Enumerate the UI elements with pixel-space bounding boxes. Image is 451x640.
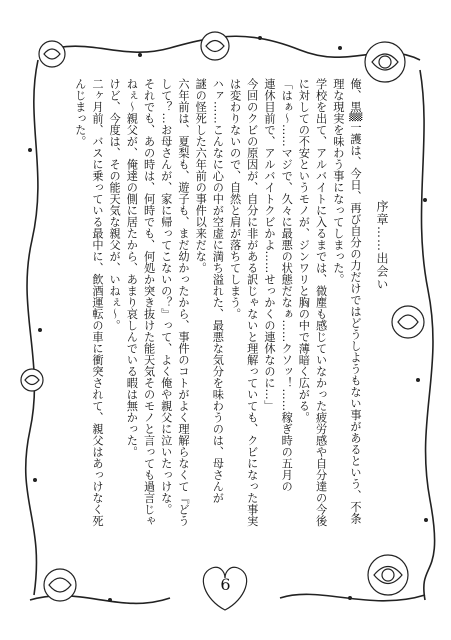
body-line: 謎の怪死した六年前の事件以来だな。 [194, 78, 208, 274]
body-line: 学校を出て、アルバイトに入るまでは、微塵も感じていなかった疲労感や自分達の今後 [314, 78, 328, 527]
rose-right-middle [392, 306, 424, 338]
body-line: 二ヶ月前、バスに乗っている最中に、飲酒運転の車に衝突されて、親父はあっけなく死 [90, 78, 104, 527]
body-line: は変わりないので、自然と肩が落ちてしまう。 [228, 78, 242, 320]
body-line: ねぇ～親父が、俺達の側に居たから、あまり哀しんでいる暇は無かった。 [125, 78, 139, 458]
left-vine [26, 60, 38, 595]
body-line: んじまった。 [73, 78, 87, 147]
rose-top-right-large [365, 42, 405, 82]
body-line: ハァ……こんなに心の中が空虚に満ち溢れた、最悪な気分を味わうのは、母さんが [211, 78, 225, 504]
top-vine [40, 36, 420, 60]
rose-top-left [39, 41, 65, 67]
body-line: 六年前は、夏梨も、遊子も、まだ幼かったから、事件のコトがよく理解らなくて『どう [176, 78, 190, 527]
body-text [52, 78, 364, 548]
body-line: 理な現実を味わう事になってしまった。 [331, 78, 345, 285]
rose-top-center [201, 32, 229, 60]
body-line: 「はぁ～……マジで、久々に最悪の状態だなぁ……クソッ！……稼ぎ時の五月の [280, 78, 294, 492]
body-line: それでも、あの時は、何時でも、何処か突き抜けた能天気そのモノと言っても過言じゃ [142, 78, 156, 527]
page-number: 6 [220, 575, 231, 594]
chapter-title: 序章……出会い [375, 200, 389, 291]
rose-left-middle [21, 369, 43, 391]
body-line: 俺、黒▒一護は、今日、再び自分の力だけではどうしようもない事があるという、不条 [349, 78, 362, 524]
body-line: して？…お母さんが、家に帰ってこないの？』って、よく俺や親父に泣いたっけな。 [159, 78, 173, 515]
body-line: けど、今度は、その能天気な親父が、いねぇ～。 [108, 78, 122, 331]
body-line: 連休目前で、アルバイトクビかよ……せっかくの連休なのに…」 [262, 78, 276, 412]
body-line: に対しての不安というモノが、ジンワリと胸の中で薄暗く広がる。 [297, 78, 311, 423]
body-line: 今回のクビの原因が、自分に非がある訳じゃないと理解っていても、クビになった事実 [245, 78, 259, 527]
